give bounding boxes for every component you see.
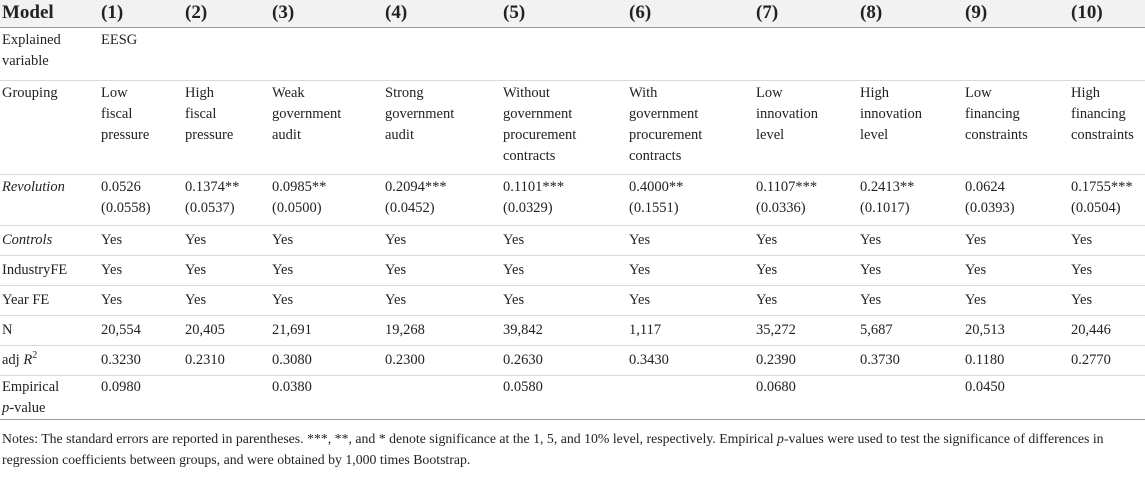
grouping-cell-line: fiscal bbox=[101, 105, 133, 122]
n-label: N bbox=[0, 315, 99, 345]
header-col-6: (6) bbox=[627, 0, 754, 27]
grouping-row bbox=[0, 80, 1145, 174]
industry-fe-cell-col-9: Yes bbox=[963, 255, 1069, 285]
adj-r2-cell-col-10: 0.2770 bbox=[1069, 345, 1145, 375]
empirical-p-cell-col-3: 0.0380 bbox=[270, 375, 383, 419]
grouping-cell-col-9 bbox=[963, 80, 1069, 174]
header-col-3: (3) bbox=[270, 0, 383, 27]
grouping-cell-col-8 bbox=[858, 80, 963, 174]
adj-r2-cell-col-6: 0.3430 bbox=[627, 345, 754, 375]
controls-cell-col-9: Yes bbox=[963, 225, 1069, 255]
revolution-cell-col-2 bbox=[183, 174, 270, 225]
standard-error: (0.0452) bbox=[385, 199, 435, 216]
coefficient: 0.1101*** bbox=[503, 178, 565, 195]
controls-cell-col-5: Yes bbox=[501, 225, 627, 255]
adj-r2-cell-col-5: 0.2630 bbox=[501, 345, 627, 375]
industry-fe-row bbox=[0, 255, 1145, 285]
empirical-p-cell-col-6 bbox=[627, 375, 754, 419]
coefficient: 0.1374** bbox=[185, 178, 240, 195]
grouping-cell-col-3 bbox=[270, 80, 383, 174]
coefficient: 0.2094*** bbox=[385, 178, 447, 195]
revolution-cell-col-4 bbox=[383, 174, 501, 225]
grouping-cell-line: Low bbox=[101, 84, 128, 101]
n-cell-col-1: 20,554 bbox=[99, 315, 183, 345]
n-cell-col-7: 35,272 bbox=[754, 315, 858, 345]
adj-r2-cell-col-2: 0.2310 bbox=[183, 345, 270, 375]
coefficient: 0.1107*** bbox=[756, 178, 818, 195]
empirical-p-label: Empirical p-value bbox=[0, 375, 99, 419]
controls-row bbox=[0, 225, 1145, 255]
controls-cell-col-1: Yes bbox=[99, 225, 183, 255]
grouping-cell-line: Weak bbox=[272, 84, 305, 101]
header-model: Model bbox=[0, 0, 99, 27]
year-fe-row bbox=[0, 285, 1145, 315]
revolution-cell-col-9 bbox=[963, 174, 1069, 225]
n-cell-col-3: 21,691 bbox=[270, 315, 383, 345]
grouping-cell-line: level bbox=[756, 126, 785, 143]
grouping-cell-line: level bbox=[860, 126, 889, 143]
grouping-cell-line: Strong bbox=[385, 84, 424, 101]
year-fe-cell-col-1: Yes bbox=[99, 285, 183, 315]
year-fe-cell-col-7: Yes bbox=[754, 285, 858, 315]
adj-r2-label: adj $R^2$ bbox=[0, 345, 99, 375]
table-notes: Notes: The standard errors are reported in parentheses. ***, **, and * denote significance at the 1, 5, and 10% level, respectively. Empirical p-values were used to test the significance of differences in regression coefficients between groups, and were obtained by 1,000 times Bootstrap. bbox=[2, 430, 1104, 467]
grouping-cell-line: government bbox=[385, 105, 455, 122]
year-fe-label: Year FE bbox=[0, 285, 99, 315]
standard-error: (0.0558) bbox=[101, 199, 151, 216]
industry-fe-cell-col-2: Yes bbox=[183, 255, 270, 285]
year-fe-cell-col-2: Yes bbox=[183, 285, 270, 315]
grouping-cell-line: Low bbox=[965, 84, 992, 101]
coefficient: 0.0526 bbox=[101, 178, 141, 195]
header-col-8: (8) bbox=[858, 0, 963, 27]
coefficient: 0.0624 bbox=[965, 178, 1005, 195]
n-cell-col-2: 20,405 bbox=[183, 315, 270, 345]
grouping-cell-line: government bbox=[272, 105, 342, 122]
empirical-p-cell-col-5: 0.0580 bbox=[501, 375, 627, 419]
controls-cell-col-4: Yes bbox=[383, 225, 501, 255]
year-fe-cell-col-6: Yes bbox=[627, 285, 754, 315]
grouping-cell-col-5 bbox=[501, 80, 627, 174]
year-fe-cell-col-9: Yes bbox=[963, 285, 1069, 315]
adj-r2-cell-col-9: 0.1180 bbox=[963, 345, 1069, 375]
adj-r2-cell-col-1: 0.3230 bbox=[99, 345, 183, 375]
industry-fe-cell-col-4: Yes bbox=[383, 255, 501, 285]
standard-error: (0.1017) bbox=[860, 199, 910, 216]
header-col-10: (10) bbox=[1069, 0, 1145, 27]
controls-cell-col-3: Yes bbox=[270, 225, 383, 255]
empirical-p-cell-col-4 bbox=[383, 375, 501, 419]
adj-r2-row bbox=[0, 345, 1145, 375]
n-cell-col-6: 1,117 bbox=[627, 315, 754, 345]
grouping-label: Grouping bbox=[0, 80, 99, 174]
grouping-cell-line: government bbox=[629, 105, 699, 122]
header-row bbox=[0, 0, 1145, 27]
standard-error: (0.0393) bbox=[965, 199, 1015, 216]
standard-error: (0.0500) bbox=[272, 199, 322, 216]
industry-fe-cell-col-3: Yes bbox=[270, 255, 383, 285]
grouping-cell-line: procurement bbox=[629, 126, 703, 143]
n-cell-col-9: 20,513 bbox=[963, 315, 1069, 345]
standard-error: (0.0504) bbox=[1071, 199, 1121, 216]
grouping-cell-line: innovation bbox=[756, 105, 819, 122]
grouping-cell-line: pressure bbox=[101, 126, 150, 143]
controls-cell-col-8: Yes bbox=[858, 225, 963, 255]
header-col-1: (1) bbox=[99, 0, 183, 27]
grouping-cell-line: constraints bbox=[965, 126, 1028, 143]
industry-fe-cell-col-10: Yes bbox=[1069, 255, 1145, 285]
grouping-cell-line: financing bbox=[1071, 105, 1126, 122]
industry-fe-cell-col-5: Yes bbox=[501, 255, 627, 285]
grouping-cell-line: government bbox=[503, 105, 573, 122]
controls-cell-col-6: Yes bbox=[627, 225, 754, 255]
grouping-cell-line: contracts bbox=[629, 147, 682, 164]
grouping-cell-line: procurement bbox=[503, 126, 577, 143]
industry-fe-cell-col-6: Yes bbox=[627, 255, 754, 285]
empirical-p-cell-col-10 bbox=[1069, 375, 1145, 419]
grouping-cell-line: audit bbox=[272, 126, 301, 143]
coefficient: 0.0985** bbox=[272, 178, 327, 195]
industry-fe-cell-col-1: Yes bbox=[99, 255, 183, 285]
grouping-cell-col-2 bbox=[183, 80, 270, 174]
grouping-cell-line: With bbox=[629, 84, 658, 101]
year-fe-cell-col-8: Yes bbox=[858, 285, 963, 315]
grouping-cell-line: innovation bbox=[860, 105, 923, 122]
grouping-cell-col-4 bbox=[383, 80, 501, 174]
grouping-cell-line: High bbox=[1071, 84, 1100, 101]
grouping-cell-col-10 bbox=[1069, 80, 1145, 174]
adj-r2-cell-col-8: 0.3730 bbox=[858, 345, 963, 375]
revolution-cell-col-1 bbox=[99, 174, 183, 225]
explained-variable-row bbox=[0, 27, 1145, 80]
header-col-5: (5) bbox=[501, 0, 627, 27]
coefficient: 0.2413** bbox=[860, 178, 915, 195]
revolution-cell-col-8 bbox=[858, 174, 963, 225]
n-cell-col-4: 19,268 bbox=[383, 315, 501, 345]
controls-cell-col-2: Yes bbox=[183, 225, 270, 255]
year-fe-cell-col-5: Yes bbox=[501, 285, 627, 315]
grouping-cell-col-7 bbox=[754, 80, 858, 174]
controls-label: Controls bbox=[0, 225, 99, 255]
grouping-cell-line: fiscal bbox=[185, 105, 217, 122]
grouping-cell-line: audit bbox=[385, 126, 414, 143]
grouping-cell-line: financing bbox=[965, 105, 1020, 122]
n-row bbox=[0, 315, 1145, 345]
standard-error: (0.0537) bbox=[185, 199, 235, 216]
grouping-cell-line: contracts bbox=[503, 147, 556, 164]
revolution-label: Revolution bbox=[0, 174, 99, 225]
revolution-cell-col-7 bbox=[754, 174, 858, 225]
empirical-p-cell-col-2 bbox=[183, 375, 270, 419]
adj-r2-cell-col-7: 0.2390 bbox=[754, 345, 858, 375]
standard-error: (0.0336) bbox=[756, 199, 806, 216]
industry-fe-cell-col-7: Yes bbox=[754, 255, 858, 285]
grouping-cell-line: constraints bbox=[1071, 126, 1134, 143]
coefficient: 0.1755*** bbox=[1071, 178, 1133, 195]
header-col-4: (4) bbox=[383, 0, 501, 27]
grouping-cell-line: Without bbox=[503, 84, 550, 101]
standard-error: (0.0329) bbox=[503, 199, 553, 216]
n-cell-col-10: 20,446 bbox=[1069, 315, 1145, 345]
adj-r2-cell-col-4: 0.2300 bbox=[383, 345, 501, 375]
adj-r2-cell-col-3: 0.3080 bbox=[270, 345, 383, 375]
revolution-cell-col-5 bbox=[501, 174, 627, 225]
n-cell-col-5: 39,842 bbox=[501, 315, 627, 345]
grouping-cell-line: pressure bbox=[185, 126, 234, 143]
revolution-row bbox=[0, 174, 1145, 225]
explained-variable-value: EESG bbox=[99, 27, 183, 80]
grouping-cell-line: High bbox=[185, 84, 214, 101]
header-col-7: (7) bbox=[754, 0, 858, 27]
empirical-p-row bbox=[0, 375, 1145, 419]
header-col-2: (2) bbox=[183, 0, 270, 27]
controls-cell-col-10: Yes bbox=[1069, 225, 1145, 255]
grouping-cell-line: High bbox=[860, 84, 889, 101]
grouping-cell-col-1 bbox=[99, 80, 183, 174]
empirical-p-cell-col-9: 0.0450 bbox=[963, 375, 1069, 419]
empirical-p-cell-col-1: 0.0980 bbox=[99, 375, 183, 419]
year-fe-cell-col-4: Yes bbox=[383, 285, 501, 315]
grouping-cell-line: Low bbox=[756, 84, 783, 101]
revolution-cell-col-3 bbox=[270, 174, 383, 225]
industry-fe-label: IndustryFE bbox=[0, 255, 99, 285]
empirical-p-cell-col-7: 0.0680 bbox=[754, 375, 858, 419]
year-fe-cell-col-3: Yes bbox=[270, 285, 383, 315]
controls-cell-col-7: Yes bbox=[754, 225, 858, 255]
header-col-9: (9) bbox=[963, 0, 1069, 27]
standard-error: (0.1551) bbox=[629, 199, 679, 216]
revolution-cell-col-6 bbox=[627, 174, 754, 225]
empirical-p-cell-col-8 bbox=[858, 375, 963, 419]
year-fe-cell-col-10: Yes bbox=[1069, 285, 1145, 315]
coefficient: 0.4000** bbox=[629, 178, 684, 195]
n-cell-col-8: 5,687 bbox=[858, 315, 963, 345]
industry-fe-cell-col-8: Yes bbox=[858, 255, 963, 285]
explained-variable-label: Explained variable bbox=[0, 27, 99, 80]
grouping-cell-col-6 bbox=[627, 80, 754, 174]
revolution-cell-col-10 bbox=[1069, 174, 1145, 225]
